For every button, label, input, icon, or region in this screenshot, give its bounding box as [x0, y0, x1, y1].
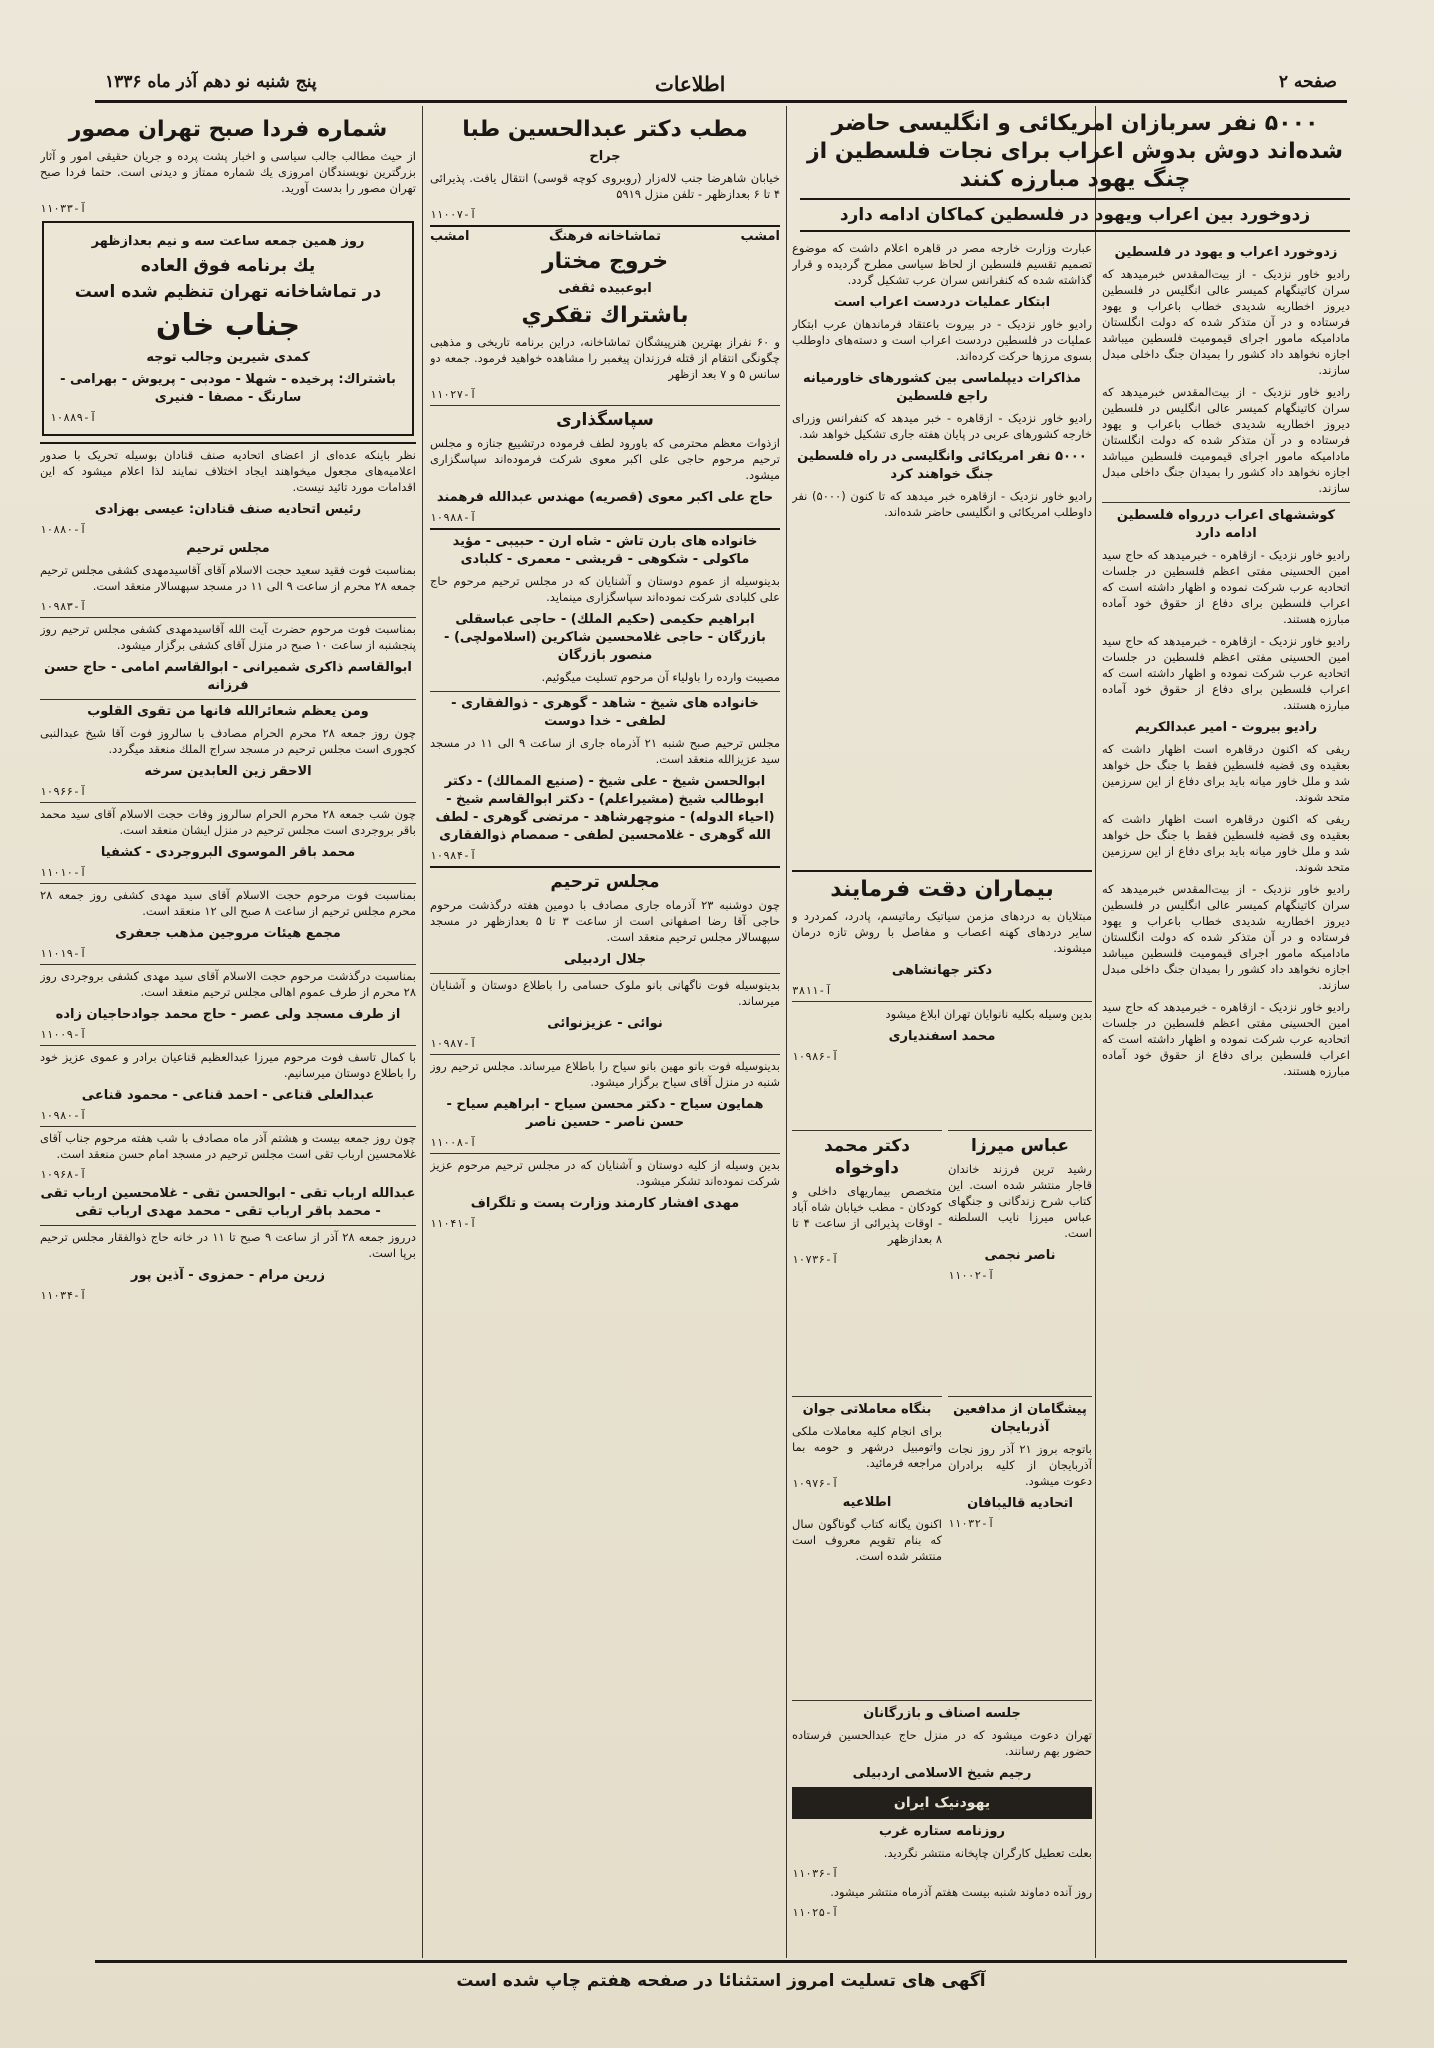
- notice-name: مهدی افشار کارمند وزارت پست و تلگراف: [470, 1196, 740, 1211]
- notice-body: بمناسبت فوت فقید سعید حجت الاسلام آقای آقاسیدمهدی کشفی مجلس ترحیم جمعه ۲۸ محرم از ساعت ۹ الی ۱۱ در مسجد سپهسالار منعقد است.: [40, 563, 416, 593]
- majlis-name: جلال اردبیلی: [563, 952, 647, 967]
- ad-union-body: تهران دعوت میشود که در منزل حاج عبدالحسین فرستاده حضور بهم رسانند.: [792, 1728, 1092, 1758]
- news-body: رادیو خاور نزدیک - از بیت‌المقدس خبرمیدهد که سران کاتینگهام کمیسر عالی انگلیس در فلسطین دیروز اخطاریه شدیدی خطاب باعراب و یهود فرستاده و در آن متذکر شده که دولت انگلستان مادامیکه مامور اجرای قیمومیت فلسطین میباشد اجازه نخواهد داد کشور را بمیدان جنگ داخلی مبدل سازند.: [1102, 882, 1350, 992]
- news-column-right: [1102, 240, 1350, 1870]
- ad-code: آ-۱۰۷۳۶: [792, 1253, 839, 1266]
- ad-code: آ-۱۱۰۲۷: [430, 388, 477, 401]
- notice-title: مجلس ترحیم: [186, 541, 270, 556]
- ad-fair-title: پیشگامان از مدافعین آذربایجان: [953, 1402, 1087, 1435]
- notice-body: چون روز جمعه بیست و هشتم آذر ماه مصادف با شب هفته مرحوم جناب آقای غلامحسین ارباب تقی است مجلس ترحیم در مسجد امام حسن منعقد است.: [40, 1126, 416, 1162]
- issue-date: پنج شنبه نو دهم آذر ماه ۱۳۳۶: [105, 72, 317, 92]
- black-box-ad: یهودنیک ایران: [792, 1787, 1092, 1819]
- notice-name: الاحقر زین العابدین سرخه: [144, 764, 312, 779]
- ad-code: آ-۱۱۰۳۴: [40, 1289, 87, 1302]
- family-names: ابوالحسن شیخ - علی شیخ - (صنیع الممالك) - دکتر ابوطالب شیخ (مشیراعلم) - دکتر ابوالقاسم شیخ - (احیاء الدوله) - منوچهرشاهد - مرتضی گوهری - لطف الله گوهری - غلامحسین لطفی - صمصام ذوالفقاری: [435, 774, 775, 843]
- theatre-tonight: امشب: [430, 229, 470, 244]
- ad-patients-title: بیماران دقت فرمایند: [792, 870, 1092, 904]
- ad-code: آ-۱۰۹۸۴: [430, 849, 477, 862]
- ad-code: آ-۱۱۰۰۷: [430, 208, 477, 221]
- notice-name: رئیس اتحادیه صنف قنادان: عیسی بهزادی: [94, 502, 362, 517]
- ad-code: آ-۱۱۰۳۳: [40, 202, 87, 215]
- theatre-label: تماشاخانه فرهنگ: [549, 229, 661, 244]
- family-names: خانواده های شیخ - شاهد - گوهری - ذوالفقاری - لطفی - خدا دوست: [430, 691, 780, 731]
- ad-code: آ-۱۰۹۸۶: [792, 1050, 839, 1063]
- notice-body: چون روز جمعه ۲۸ محرم الحرام مصادف با سالروز فوت آقا شیخ عبدالنبی کجوری است مجلس ترحیم در مسجد سراج الملك منعقد میگردد.: [40, 726, 416, 756]
- family-body: مصیبت وارده را باولیاء آن مرحوم تسلیت میگوئیم.: [541, 670, 780, 684]
- news-body: رادیو خاور نزدیک - ازقاهره خبر میدهد که تا کنون (۵۰۰۰) نفر داوطلب امریکائی و انگلیسی حاضر شده‌اند.: [792, 489, 1092, 519]
- family-names: ابراهیم حکیمی (حکیم الملك) - حاجی عباسقلی بازرگان - حاجی غلامحسین شاکرین (اسلامولچی) - منصور بازرگان: [444, 612, 766, 663]
- ad-code: آ-۱۰۹۶۶: [40, 785, 87, 798]
- notice-body: بدین وسیله بکلیه نانوایان تهران ابلاغ میشود: [792, 1001, 1092, 1022]
- column-notices-left: [40, 112, 416, 1952]
- news-body: رادیو خاور نزدیک - از بیت‌المقدس خبرمیدهد که سران کاتینگهام کمیسر عالی انگلیس در فلسطین دیروز اخطاریه شدیدی خطاب باعراب و یهود فرستاده و در آن متذکر شده که دولت انگلستان مادامیکه مامور اجرای قیمومیت فلسطین میباشد اجازه نخواهد داد کشور را بمیدان جنگ داخلی مبدل سازند.: [1102, 385, 1350, 495]
- news-subhead: ۵۰۰۰ نفر امریکائی وانگلیسی در راه فلسطین جنگ خواهند کرد: [797, 449, 1087, 482]
- ad-code: آ-۱۱۰۰۲: [948, 1269, 995, 1282]
- theatre-ad-box: [42, 221, 414, 436]
- notice-body: با کمال تاسف فوت مرحوم میرزا عبدالعظیم قناعیان برادر و عموی عزیز خود را باطلاع دوستان میرسانیم.: [40, 1045, 416, 1081]
- ad-union-name: رجیم شیخ الاسلامی اردبیلی: [852, 1766, 1032, 1781]
- ad-alert-body: اکنون یگانه کتاب گوناگون سال که بنام تقویم معروف است منتشر شده است.: [792, 1517, 942, 1563]
- notice-name: محمد اسفندیاری: [888, 1029, 996, 1044]
- ad-code: آ-۱۱۰۲۵: [792, 1906, 839, 1919]
- ad-code: آ-۱۱۰۳۶: [792, 1867, 839, 1880]
- ad-fair-name: اتحادیه قالیبافان: [967, 1496, 1073, 1511]
- news-column-mid: [792, 240, 1092, 860]
- ad-code: آ-۱۰۹۸۸: [430, 511, 477, 524]
- ad-tehran-body: از حیث مطالب جالب سیاسی و اخبار پشت پرده و جریان حقیقی امور و آثار بزرگترین نویسندگان امروزی یك شماره ممتاز و دیدنی است. حتما فردا صبح تهران مصور را بدست آورید.: [40, 149, 416, 195]
- ad-patients-name: دکتر جهانشاهی: [891, 963, 993, 978]
- ad-doctor-body: متخصص بیماریهای داخلی و کودکان - مطب خیابان شاه آباد - اوقات پذیرائی از ساعت ۴ تا ۸ بعدازظهر: [792, 1184, 942, 1246]
- notice-body: نظر باینکه عده‌ای از اعضای اتحادیه صنف قنادان بوسیله تحریک با صدور اعلامیه‌های مجعول میخواهند ایجاد اختلاف نمایند لذا اعلام میشود که این اقدامات مورد تائید نیست.: [40, 442, 416, 495]
- notice-names: همایون سیاح - دکتر محسن سیاح - ابراهیم سیاح - حسن ناصر - حسین ناصر: [446, 1097, 764, 1130]
- ad-shop-title: بنگاه معاملاتی جوان: [802, 1402, 932, 1417]
- notice-title: ومن یعظم شعائرالله فانها من تقوی القلوب: [40, 699, 416, 721]
- ad-union-title: جلسه اصناف و بازرگانان: [863, 1706, 1021, 1721]
- column-rule: [786, 106, 787, 1958]
- ad-code: آ-۱۱۰۱۹: [40, 947, 87, 960]
- page-number: صفحه ۲: [1278, 72, 1337, 92]
- notice-body: بمناسبت درگذشت مرحوم حجت الاسلام آقای سید مهدی کشفی بروجردی روز ۲۸ محرم از طرف عموم اهالی مجلس ترحیم منعقد است.: [40, 964, 416, 1000]
- theatre-cast: باشتراك تقكري: [521, 303, 689, 328]
- notice-body: بمناسبت فوت مرحوم حضرت آیت الله آقاسیدمهدی کشفی مجلس ترحیم روز پنجشنبه از ساعت ۱۰ صبح در منزل آقای کشفی برگزار میشود.: [40, 617, 416, 653]
- notice-body: درروز جمعه ۲۸ آذر از ساعت ۹ صبح تا ۱۱ در خانه حاج ذوالفقار مجلس ترحیم برپا است.: [40, 1225, 416, 1261]
- ad-code: آ-۱۰۹۷۶: [792, 1477, 839, 1490]
- newspaper-name: اطلاعات: [655, 72, 726, 96]
- news-body: عبارت وزارت خارجه مصر در قاهره اعلام داشت که موضوع تصمیم تقسیم فلسطین از لحاظ سیاسی مطرح گردیده و قرار گذاشته شده که کنفرانس سران عرب تشکیل گردد.: [792, 241, 1092, 287]
- ad-code: آ-۱۰۸۸۰: [40, 523, 87, 536]
- ad-code: آ-۱۰۹۸۳: [40, 600, 87, 613]
- notice-name: زرین مرام - حمزوی - آذین پور: [130, 1268, 325, 1283]
- notice-names: عبدالله ارباب تقی - ابوالحسن تقی - غلامحسین ارباب تقی - محمد باقر ارباب تقی - محمد مهدی ارباب تقی: [40, 1186, 416, 1219]
- clinic-sub: جراح: [589, 149, 621, 164]
- column-notices-center: [430, 112, 780, 1952]
- notice-body: بمناسبت فوت مرحوم حجت الاسلام آقای سید مهدی کشفی روز جمعه ۲۸ محرم مجلس ترحیم از ساعت ۸ صبح الی ۱۲ منعقد است.: [40, 883, 416, 919]
- footer-note: آگهی های تسلیت امروز استثنائا در صفحه هفتم چاپ شده است: [456, 1971, 986, 1991]
- page-header: [95, 66, 1347, 103]
- notice-body: بدینوسیله فوت ناگهانی بانو ملوک حسامی را باطلاع دوستان و آشنایان میرساند.: [430, 973, 780, 1009]
- news-body: رادیو خاور نزدیک - ازقاهره - خبرمیدهد که حاج سید امین الحسینی مفتی اعظم فلسطین در جلسات اتحادیه عرب شرکت نموده و اظهار داشته است که اعراب فلسطین برای دفاع از حقوق خود آماده مبارزه هستند.: [1102, 1000, 1350, 1078]
- ad-code: آ-۱۱۰۱۰: [40, 866, 87, 879]
- ad-code: آ-۱۱۰۴۱: [430, 1217, 477, 1230]
- theatre-show: خروج مختار: [541, 249, 669, 274]
- theatre-bar: [430, 225, 780, 244]
- news-body: رادیو خاور نزدیک - ازقاهره - خبر میدهد که کنفرانس وزرای خارجه کشورهای عربی در پایان هفته جاری تشکیل خواهد شد.: [792, 411, 1092, 441]
- majlis-title: مجلس ترحیم: [430, 866, 780, 893]
- notice-name: ابوالقاسم ذاکری شمیرانی - ابوالقاسم امامی - حاج حسن فرزانه: [44, 660, 412, 693]
- ad-code: ۳۸۱۱-آ: [792, 984, 832, 997]
- ad-code: آ-۱۰۹۸۷: [430, 1037, 477, 1050]
- page-footer: [95, 1960, 1347, 2003]
- ad-code: آ-۱۱۰۳۲: [948, 1517, 995, 1530]
- clinic-title: مطب دکتر عبدالحسین طبا: [462, 117, 748, 142]
- ad-code: آ-۱۰۹۶۸: [40, 1168, 87, 1181]
- news-body: رادیو خاور نزدیک - از بیت‌المقدس خبرمیدهد که سران کاتینگهام کمیسر عالی انگلیس در فلسطین دیروز اخطاریه شدیدی خطاب باعراب و یهود فرستاده و در آن متذکر شده که دولت انگلستان مادامیکه مامور اجرای قیمومیت فلسطین میباشد اجازه نخواهد داد کشور را بمیدان جنگ داخلی مبدل سازند.: [1102, 267, 1350, 377]
- ad-abbas-name: ناصر نجمی: [984, 1248, 1056, 1263]
- thanks-body: ازذوات معظم محترمی که باورود لطف فرموده درتشییع جنازه و مجلس ترحیم مرحوم حاجی علی اکبر معوی شرکت فرموده‌اند سپاسگزاری میشود.: [430, 436, 780, 482]
- notice-name: مجمع هیئات مروجین مذهب جعفری: [115, 926, 341, 941]
- show-title: جناب خان: [155, 308, 301, 343]
- news-subhead: ابتکار عملیات دردست اعراب است: [833, 295, 1051, 310]
- column-rule: [422, 106, 423, 1958]
- family-names: خانواده های بارن تاش - شاه ارن - حبیبی - مؤید ماکولی - شکوهی - قریشی - معمری - کلبادی: [430, 528, 780, 569]
- thanks-title: سپاسگذاری: [430, 405, 780, 431]
- news-subhead: مذاکرات دیپلماسی بین کشورهای خاورمیانه راجع فلسطین: [803, 371, 1081, 404]
- ad-shop-body: برای انجام کلیه معاملات ملکی واتومبیل درشهر و حومه بما مراجعه فرمائید.: [792, 1424, 942, 1470]
- show-line: یك برنامه فوق العاده: [140, 256, 316, 276]
- show-cast: باشتراك: پرخیده - شهلا - مودبی - پریوش - بهرامی - سارنگ - مصفا - فنیری: [60, 372, 396, 405]
- ad-patients-body: مبتلایان به دردهای مزمن سیاتیک رماتیسم، پادرد، کمردرد و سایر دردهای کهنه اعصاب و مفاصل با روش تازه درمان میشوند.: [792, 909, 1092, 955]
- news-subhead: رادیو بیروت - امیر عبدالکریم: [1134, 720, 1318, 735]
- headline-clashes: زدوخورد بین اعراب ویهود در فلسطین کماکان ادامه دارد: [800, 198, 1350, 232]
- ad-sunset-body: روز آنده دماوند شنبه بیست هفتم آذرماه منتشر میشود.: [830, 1885, 1092, 1899]
- notice-body: چون شب جمعه ۲۸ محرم الحرام سالروز وفات حجت الاسلام آقای سید محمد باقر بروجردی است مجلس ترحیم در منزل ایشان منعقد است.: [40, 802, 416, 838]
- ad-abbas: [948, 1130, 1092, 1391]
- majlis-body: چون دوشنبه ۲۳ آذرماه جاری مصادف با دومین هفته درگذشت مرحوم حاجی آقا رضا اصفهانی است از ساعت ۳ تا ۵ بعدازظهر در مسجد سپهسالار مجلس ترحیم منعقد است.: [430, 898, 780, 944]
- ad-abbas-body: رشید ترین فرزند خاندان قاجار منتشر شده است. این کتاب شرح زندگانی و جنگهای عباس میرزا نایب السلطنه است.: [948, 1162, 1092, 1240]
- news-body: ریفی که اکنون درقاهره است اظهار داشت که بعقیده وی قضیه فلسطین فقط با جنگ حل خواهد شد و ملل خاور میانه باید برای دفاع از این سرزمین متحد شوند.: [1102, 742, 1350, 804]
- news-body: رادیو خاور نزدیک - ازقاهره - خبرمیدهد که حاج سید امین الحسینی مفتی اعظم فلسطین در جلسات اتحادیه عرب شرکت نموده و اظهار داشته است که اعراب فلسطین برای دفاع از حقوق خود آماده مبارزه هستند.: [1102, 548, 1350, 626]
- theatre-author: ابوعبیده ثقفی: [558, 281, 652, 296]
- show-sub: کمدی شیرین وجالب توجه: [146, 350, 310, 365]
- news-subhead: کوششهای اعراب دررواه فلسطین ادامه دارد: [1102, 502, 1350, 543]
- ad-tehran-title: شماره فردا صبح تهران مصور: [68, 117, 388, 142]
- news-subhead: زدوخورد اعراب و یهود در فلسطین: [1114, 245, 1338, 260]
- show-date: روز همین جمعه ساعت سه و نیم بعدازظهر: [91, 234, 365, 249]
- ad-code: آ-۱۰۹۸۰: [40, 1109, 87, 1122]
- ad-star-title: روزنامه ستاره غرب: [879, 1824, 1005, 1839]
- ad-abbas-title: عباس میرزا: [971, 1136, 1069, 1156]
- ad-code: آ-۱۱۰۰۸: [430, 1136, 477, 1149]
- notice-name: نوائی - عزیزنوائی: [547, 1016, 663, 1031]
- family-body: بدینوسیله از عموم دوستان و آشنایان که در مجلس ترحیم مرحوم حاج علی کلبادی شرکت نموده‌اند سپاسگزاری مینماید.: [430, 574, 780, 604]
- news-body: رادیو خاور نزدیک - در بیروت باعتقاد فرماندهان عرب ابتکار عملیات در فلسطین دردست اعراب است و دسته‌های داوطلب بسوی مرزها حرکت کرده‌اند.: [792, 317, 1092, 363]
- notice-name: محمد باقر الموسوی البروجردی - کشفیا: [100, 845, 356, 860]
- ad-fair: [948, 1396, 1092, 1697]
- thanks-name: حاج علی اکبر معوی (قصریه) مهندس عبدالله فرهمند: [436, 490, 774, 505]
- ad-shop: [792, 1396, 942, 1697]
- notice-body: بدینوسیله فوت بانو مهین بانو سیاح را باطلاع میرساند. مجلس ترحیم روز شنبه در منزل آقای سیاح برگزار میشود.: [430, 1054, 780, 1090]
- ad-union: [792, 1700, 1092, 1951]
- ad-alert-title: اطلاعیه: [842, 1495, 892, 1510]
- ad-star-body: بعلت تعطیل کارگران چاپخانه منتشر نگردید.: [883, 1846, 1092, 1860]
- theatre-tonight: امشب: [740, 229, 780, 244]
- notice-name: از طرف مسجد ولی عصر - حاج محمد جوادحاجیان زاده: [55, 1007, 401, 1022]
- theatre-body: و ۶۰ نفراز بهترین هنرپیشگان تماشاخانه، دراین برنامه تاریخی و مذهبی چگونگی انتقام از قتله فرزندان پیغمبر را مشاهده خواهید فرمود. جمعه دو سانس ۵ و ۷ بعد ازظهر: [430, 335, 780, 381]
- show-place: در تماشاخانه تهران تنظیم شده است: [74, 282, 382, 302]
- notice-body: بدین وسیله از کلیه دوستان و آشنایان که در مجلس ترحیم مرحوم عزیز شرکت نموده‌اند تشکر میشود.: [430, 1153, 780, 1189]
- ad-doctor: [792, 1130, 942, 1391]
- clinic-body: خیابان شاهرضا جنب لاله‌زار (روبروی کوچه قوسی) انتقال یافت. پذیرائی ۴ تا ۶ بعدازظهر - تلفن منزل ۵۹۱۹: [430, 171, 780, 201]
- news-body: ریفی که اکنون درقاهره است اظهار داشت که بعقیده وی قضیه فلسطین فقط با جنگ حل خواهد شد و ملل خاور میانه باید برای دفاع از این سرزمین متحد شوند.: [1102, 812, 1350, 874]
- family-body: مجلس ترحیم صبح شنبه ۲۱ آذرماه جاری از ساعت ۹ الی ۱۱ در مسجد سید عزیزالله منعقد است.: [430, 736, 780, 766]
- ad-code: آ-۱۱۰۰۹: [40, 1028, 87, 1041]
- main-headline: ۵۰۰۰ نفر سربازان امریکائی و انگلیسی حاضر شده‌اند دوش بدوش اعراب برای نجات فلسطین از چنگ یهود مبارزه کنند: [806, 111, 1343, 192]
- notice-name: عبدالعلی قناعی - احمد قناعی - محمود قناعی: [81, 1088, 375, 1103]
- ad-fair-body: باتوجه بروز ۲۱ آذر روز نجات آذربایجان از کلیه برادران دعوت میشود.: [948, 1442, 1092, 1488]
- news-body: رادیو خاور نزدیک - ازقاهره - خبرمیدهد که حاج سید امین الحسینی مفتی اعظم فلسطین در جلسات اتحادیه عرب شرکت نموده و اظهار داشته است که اعراب فلسطین برای دفاع از حقوق خود آماده مبارزه هستند.: [1102, 634, 1350, 712]
- ad-code: آ-۱۰۸۸۹: [50, 411, 97, 424]
- ad-doctor-title: دکتر محمد داوخواه: [823, 1136, 911, 1178]
